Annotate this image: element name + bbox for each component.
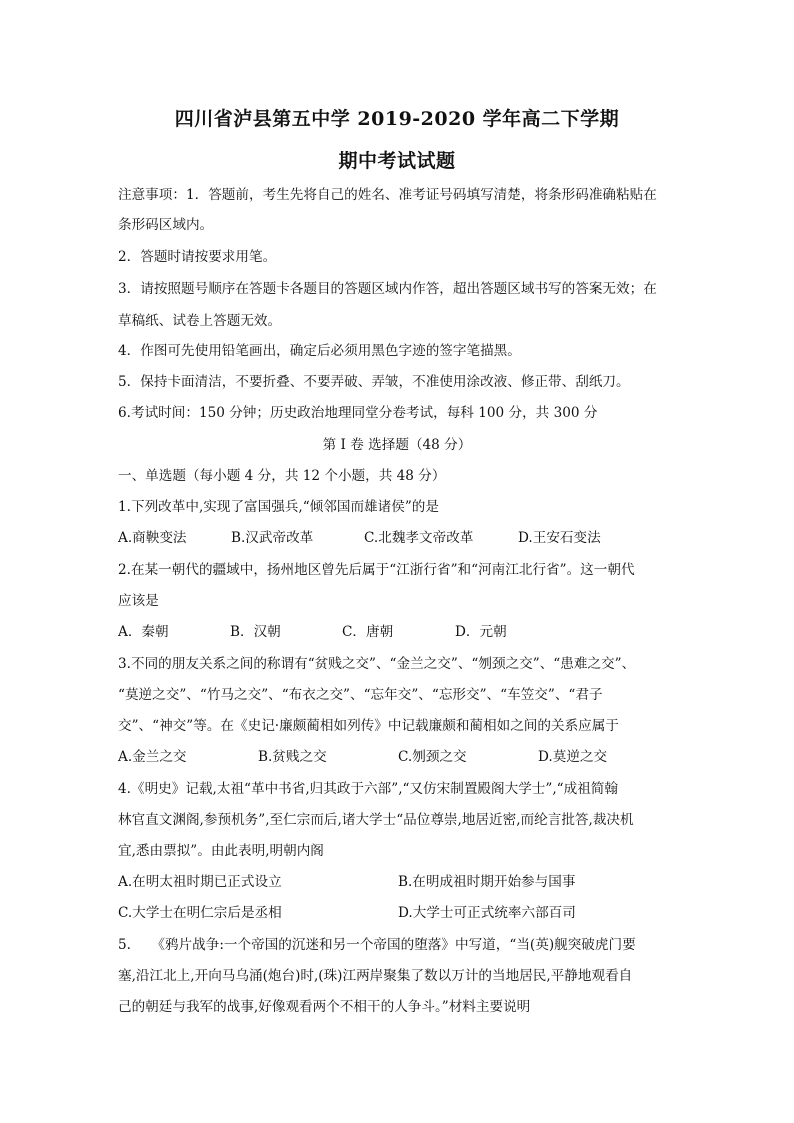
- exam-title: 四川省泸县第五中学 2019-2020 学年高二下学期: [174, 108, 620, 130]
- note-line-3: 2．答题时请按要求用笔。: [118, 249, 277, 265]
- q4-stem-line-2: 林官直文渊阁,参预机务”,至仁宗而后,诸大学士“品位尊崇,地居近密,而纶言批答,裁决机: [118, 812, 634, 828]
- q5-stem-line-3: 己的朝廷与我军的战事,好像观看两个不相干的人争斗。”材料主要说明: [118, 999, 531, 1015]
- q4-stem-line-3: 宜,悉由票拟”。由此表明,明朝内阁: [118, 843, 324, 859]
- q1-stem: 1.下列改革中,实现了富国强兵,“倾邻国而雄诸侯”的是: [118, 499, 439, 515]
- q3-option-b: B.贫贱之交: [258, 749, 327, 765]
- q2-stem-line-1: 2.在某一朝代的疆域中，扬州地区曾先后属于“江浙行省”和“河南江北行省”。这一朝代: [118, 562, 635, 578]
- q5-stem-line-2: 塞,沿江北上,开向马乌涌(炮台)时,(珠)江两岸聚集了数以万计的当地居民,平静地观看自: [118, 968, 633, 984]
- q4-option-b: B.在明成祖时期开始参与国事: [398, 874, 576, 890]
- q2-option-b: B．汉朝: [230, 624, 281, 640]
- q1-option-c: C.北魏孝文帝改革: [364, 530, 474, 546]
- q3-option-d: D.莫逆之交: [538, 749, 608, 765]
- q4-stem-line-1: 4.《明史》记载,太祖“革中书省,归其政于六部”,“又仿宋制置殿阁大学士”,“成祖简翰: [118, 781, 618, 797]
- note-line-5: 草稿纸、试卷上答题无效。: [118, 313, 282, 329]
- q4-option-a: A.在明太祖时期已正式设立: [118, 874, 282, 890]
- q2-option-c: C．唐朝: [342, 624, 394, 640]
- q1-option-a: A.商鞅变法: [118, 530, 187, 546]
- q5-stem-line-1: 5. 《鸦片战争:一个帝国的沉迷和另一个帝国的堕落》中写道，“当(英)舰突破虎门要: [118, 937, 636, 953]
- q2-stem-line-2: 应该是: [118, 593, 159, 609]
- q3-stem-line-2: “莫逆之交”、“竹马之交”、“布衣之交”、“忘年交”、“忘形交”、“车笠交”、“君子: [118, 687, 603, 703]
- q1-option-d: D.王安石变法: [518, 530, 601, 546]
- note-line-1: 注意事项：1．答题前，考生先将自己的姓名、准考证号码填写清楚，将条形码准确粘贴在: [118, 187, 657, 203]
- q4-option-c: C.大学士在明仁宗后是丞相: [118, 905, 282, 921]
- note-line-2: 条形码区域内。: [118, 217, 214, 233]
- q1-option-b: B.汉武帝改革: [231, 530, 314, 546]
- section-heading: 第 I 卷 选择题（48 分）: [322, 437, 472, 453]
- q3-option-a: A.金兰之交: [118, 749, 187, 765]
- section-instruction: 一、单选题（每小题 4 分，共 12 个小题，共 48 分）: [118, 468, 446, 484]
- q3-stem-line-3: 交”、“神交”等。在《史记·廉颇蔺相如列传》中记载廉颇和蔺相如之间的关系应属于: [118, 718, 619, 734]
- q4-option-d: D.大学士可正式统率六部百司: [398, 905, 576, 921]
- q2-option-a: A．秦朝: [118, 624, 169, 640]
- note-line-4: 3．请按照题号顺序在答题卡各题目的答题区域内作答，超出答题区域书写的答案无效；在: [118, 281, 657, 297]
- note-line-7: 5．保持卡面清洁，不要折叠、不要弄破、弄皱，不准使用涂改液、修正带、刮纸刀。: [118, 374, 630, 390]
- note-line-8: 6.考试时间：150 分钟；历史政治地理同堂分卷考试，每科 100 分，共 300 分: [118, 405, 598, 421]
- note-line-6: 4．作图可先使用铅笔画出，确定后必须用黑色字迹的签字笔描黑。: [118, 343, 521, 359]
- q3-option-c: C.刎颈之交: [398, 749, 467, 765]
- q2-option-d: D．元朝: [455, 624, 507, 640]
- exam-subtitle: 期中考试试题: [338, 150, 456, 172]
- q3-stem-line-1: 3.不同的朋友关系之间的称谓有“贫贱之交”、“金兰之交”、“刎颈之交”、“患难之交”、: [118, 656, 636, 672]
